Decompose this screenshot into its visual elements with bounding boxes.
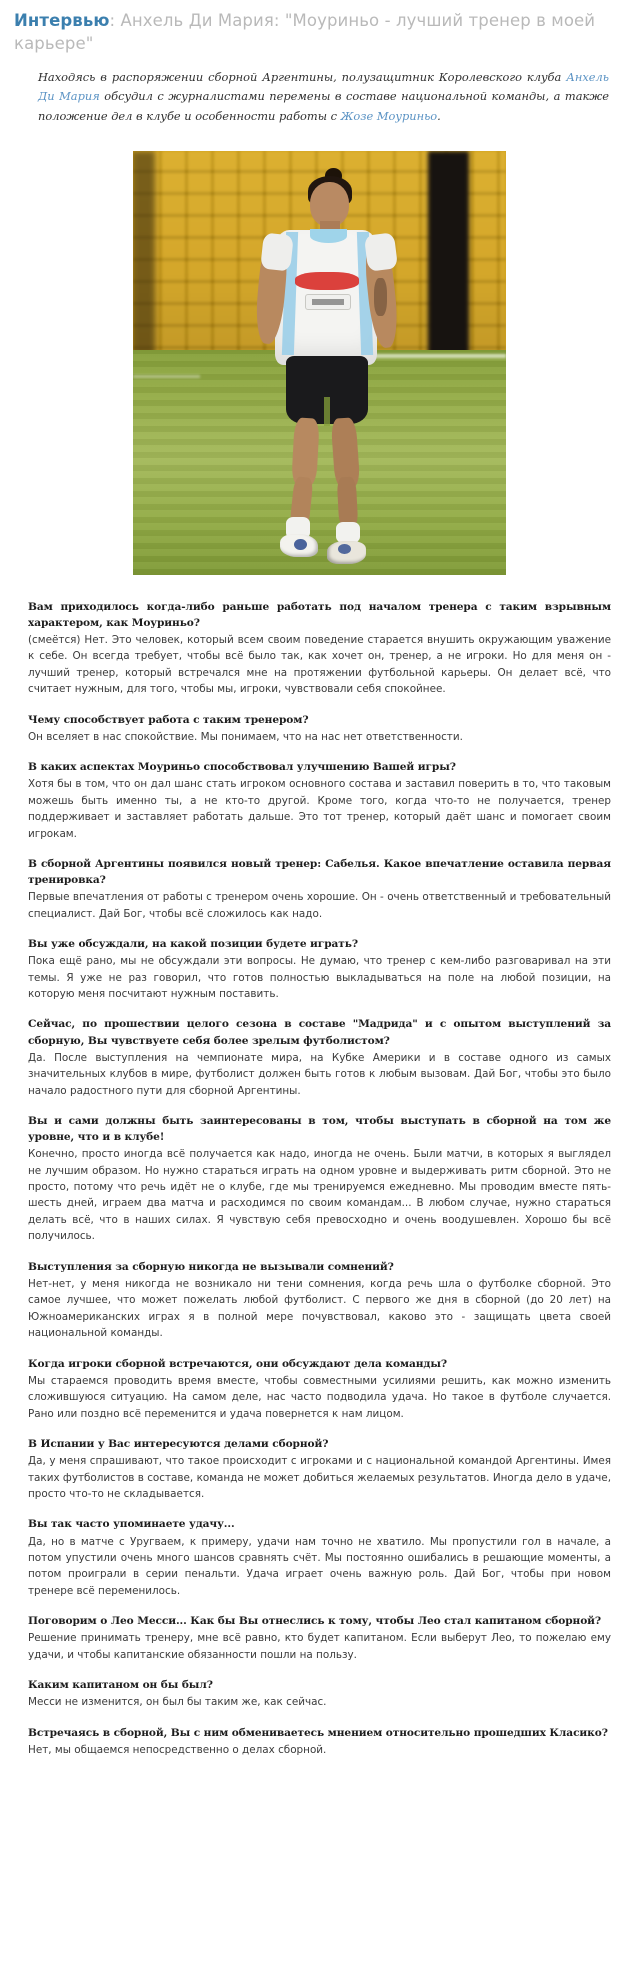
page-title [0,0,639,56]
qa-block [28,1677,611,1711]
qa-block [28,599,611,698]
qa-block [28,1725,611,1759]
interview-body [0,599,639,1759]
player-sock-right [336,522,360,543]
article-lead [0,68,639,127]
interview-question: Поговорим о Лео Месси... Как бы Вы отнеслись к тому, чтобы Лео стал капитаном сборной? [28,1615,602,1628]
article-kicker-separator: : [109,11,116,30]
interview-question: Вы и сами должны быть заинтересованы в том, чтобы выступать в сборной на том же уровне, что и в клубе! [28,1114,611,1144]
interview-question: В каких аспектах Моуриньо способствовал улучшению Вашей игры? [28,761,456,774]
qa-block [28,1113,611,1245]
qa-block [28,1613,611,1663]
interview-question: Вы так часто упоминаете удачу... [28,1518,235,1531]
article-photo-container [0,151,639,575]
player-shirt-sponsor-top [295,272,358,290]
qa-block [28,856,611,922]
qa-block [28,1016,611,1099]
interview-answer: Нет-нет, у меня никогда не возникало ни тени сомнения, когда речь шла о футболке сборной. Это самое лучшее, что может пожелать любой футболист. С первого же дня в сборной (до 20 лет) на Южноамериканских играх я в полной мере почувствовал, каково это - защищать цвета своей национальной команды. [28,1277,611,1340]
qa-block [28,1356,611,1422]
interview-answer: Решение принимать тренеру, мне всё равно, кто будет капитаном. Если выберут Лео, то пожелаю ему удачи, и чтобы капитанские обязанности пошли на пользу. [28,1632,611,1661]
lead-part-3: . [437,109,441,124]
interview-answer: Первые впечатления от работы с тренером очень хорошие. Он - очень ответственный и требовательный специалист. Дай Бог, чтобы всё сложилось как надо. [28,891,611,920]
interview-answer: Да, у меня спрашивают, что такое происходит с игроками и с национальной командой Аргентины. Имея таких футболистов в составе, команда не может добиться желаемых результатов. Иногда дело в удаче, просто что-то не складывается. [28,1455,611,1500]
player-shirt-sponsor-bottom [305,294,352,310]
interview-answer: Пока ещё рано, мы не обсуждали эти вопросы. Не думаю, что тренер с кем-либо разговаривал на эти темы. Я уже не раз говорил, что готов полностью выкладываться на поле на любой позиции, на которую меня посчитают нужным поставить. [28,955,611,1001]
interview-question: В сборной Аргентины появился новый тренер: Сабелья. Какое впечатление оставила первая тренировка? [28,857,611,887]
interview-answer: (смеётся) Нет. Это человек, который всем своим поведение старается внушить окружающим уважение к себе. Он всегда требует, чтобы всё было так, как хочет он, тренер, а не игроки. Но для меня он - лучший тренер, который встречался мне на протяжении футбольной карьеры. Он делает всё, что считает нужным, для того, чтобы мы, игроки, чувствовали себя спокойнее. [28,633,611,696]
player-shorts-gap [324,397,330,427]
qa-block [28,936,611,1002]
article-title-text: Анхель Ди Мария: "Моуриньо - лучший тренер в моей карьере" [14,11,596,54]
player-figure [133,151,506,575]
qa-block [28,712,611,746]
interview-answer: Он вселяет в нас спокойствие. Мы понимаем, что на нас нет ответственности. [28,730,463,743]
player-sleeve-right [364,232,398,271]
lead-part-1: Находясь в распоряжении сборной Аргентины, полузащитник Королевского клуба [38,69,567,84]
player-shin-right [337,477,358,529]
qa-block [28,1436,611,1502]
qa-block [28,1516,611,1599]
player-sleeve-left [260,232,293,271]
interview-answer: Хотя бы в том, что он дал шанс стать игроком основного состава и заставил поверить в то, что таковым можешь быть именно ты, а не кто-то другой. Кроме того, когда что-то не получается, тренер поддерживает и заставляет работать дальше. Это тот тренер, который даёт шанс и помогает своим игрокам. [28,778,611,840]
interview-question: Каким капитаном он бы был? [28,1679,213,1692]
interview-answer: Нет, мы общаемся непосредственно о делах сборной. [28,1743,327,1756]
article-kicker: Интервью [14,11,110,30]
lead-link-coach[interactable]: Жозе Моуриньо [340,109,438,124]
article-photo [133,151,506,575]
qa-block [28,759,611,842]
player-thigh-left [292,417,320,486]
lead-link-player[interactable]: Анхель Ди Мария [38,69,609,104]
interview-question: В Испании у Вас интересуются делами сборной? [28,1438,329,1451]
player-boot-left-logo [294,539,307,550]
interview-answer: Да. После выступления на чемпионате мира, на Кубке Америки и в составе одного из самых значительных клубов в мире, футболист должен быть готов к любым вызовам. Дай Бог, чтобы это было начало радостного пути для сборной Аргентины. [28,1051,611,1097]
interview-question: Встречаясь в сборной, Вы с ним обмениваетесь мнением относительно прошедших Класико? [28,1726,608,1739]
qa-block [28,1259,611,1342]
interview-answer: Мы стараемся проводить время вместе, чтобы совместными усилиями решить, как можно изменить сложившуюся ситуацию. На самом деле, нас часто подводила удача. Но такое в футболе случается. Рано или поздно всё переменится и удача повернется к нам лицом. [28,1374,611,1420]
interview-answer: Конечно, просто иногда всё получается как надо, иногда не очень. Были матчи, в которых я выглядел не лучшим образом. Но нужно стараться играть на одном уровне и выдерживать ритм сборной. Это не просто, потому что речь идёт не о клубе, где мы тренируемся ежедневно. Мы проводим вместе пять-шесть дней, играем два матча и расходимся по своим командам... В любом случае, нужно стараться делать всё, что в наших силах. Я чувствую себя превосходно и очень воодушевлен. Хорошо бы всё получилось. [28,1148,611,1243]
interview-question: Вам приходилось когда-либо раньше работать под началом тренера с таким взрывным характером, как Моуриньо? [28,600,611,629]
interview-question: Сейчас, по прошествии целого сезона в составе "Мадрида" и с опытом выступлений за сборную, Вы чувствуете себя более зрелым футболистом? [28,1018,611,1047]
interview-question: Вы уже обсуждали, на какой позиции будете играть? [28,938,358,951]
interview-answer: Да, но в матче с Уругваем, к примеру, удачи нам точно не хватило. Мы пропустили гол в начале, а потом упустили очень много шансов сравнять счёт. Мы постоянно ошибались в решающие моменты, а потом проиграли в серии пенальти. Удача играет очень важную роль. Дай Бог, чтобы при новом тренере всё переменилось. [28,1535,611,1597]
interview-question: Выступления за сборную никогда не вызывали сомнений? [28,1260,394,1273]
interview-question: Когда игроки сборной встречаются, они обсуждают дела команды? [28,1357,448,1370]
lead-part-2: обсудил с журналистами перемены в составе национальной команды, а также положение дел в клубе и особенности работы с [38,89,609,124]
interview-question: Чему способствует работа с таким тренером? [28,713,309,726]
player-tattoo [374,278,387,316]
interview-answer: Месси не изменится, он был бы таким же, как сейчас. [28,1696,327,1709]
